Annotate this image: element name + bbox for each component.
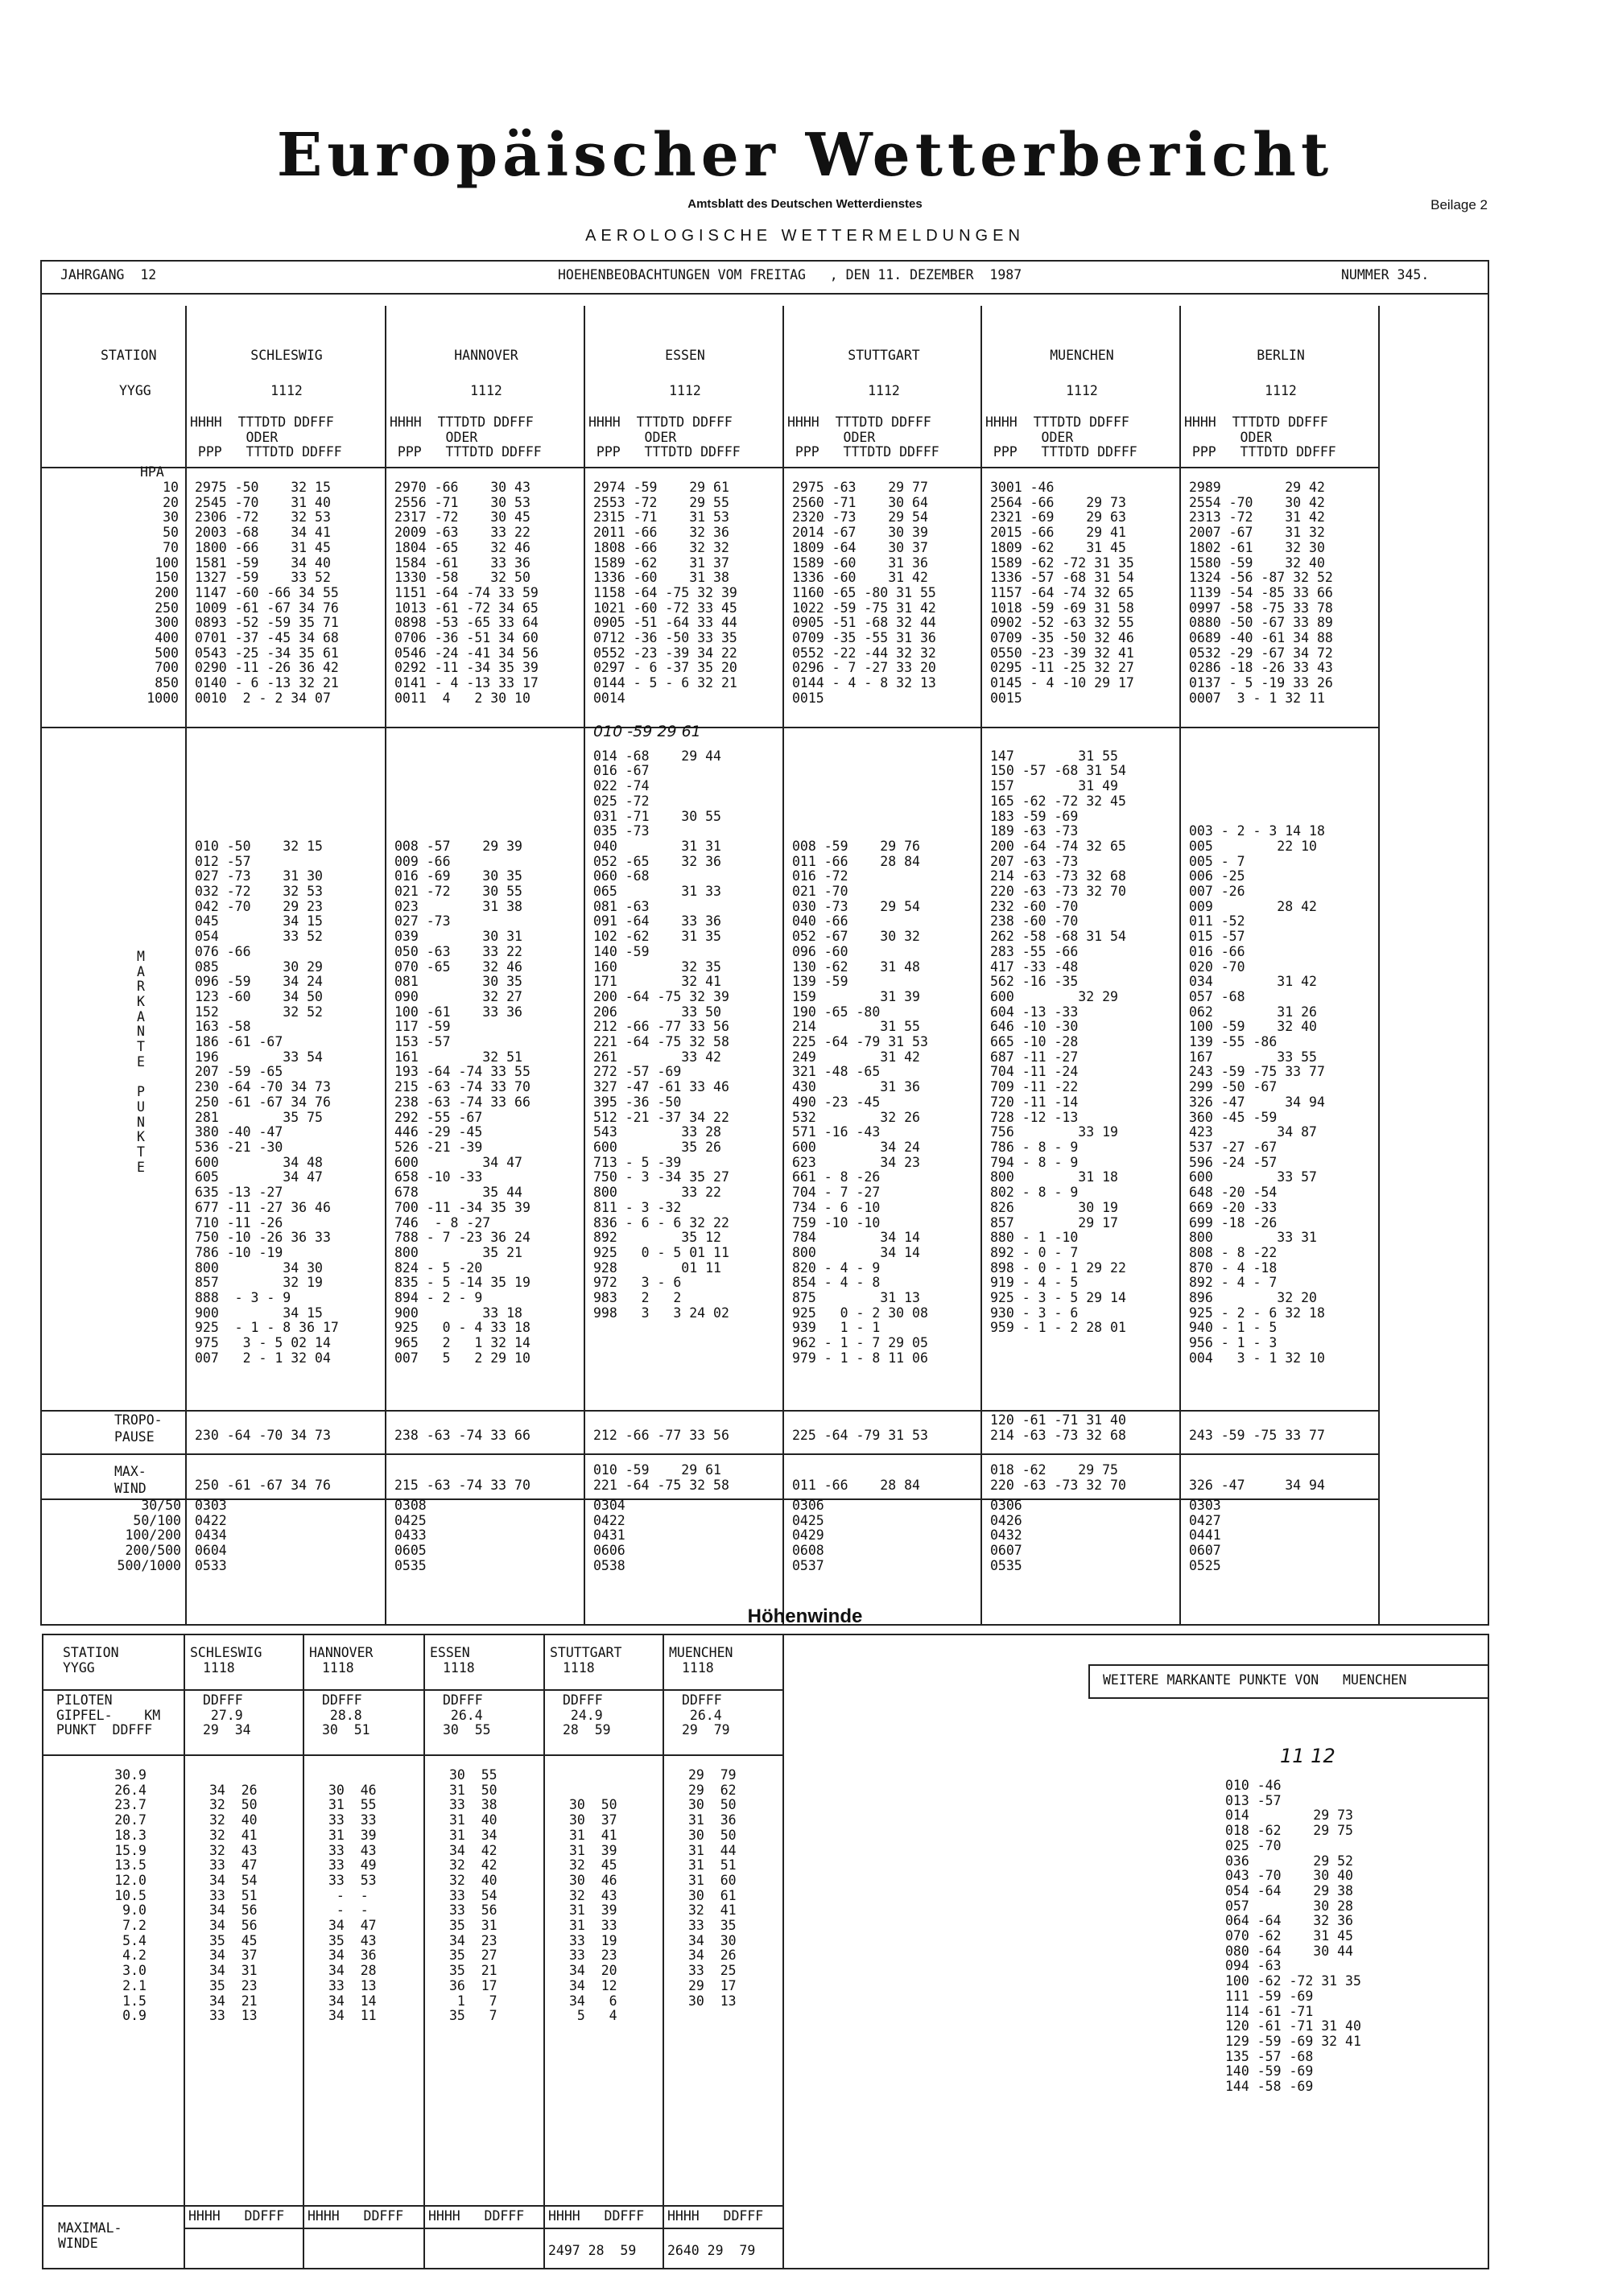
column-header: HHHH TTTDTD DDFFF ODER PPP TTTDTD DDFFF [190, 414, 342, 460]
hw-max-value: 2640 29 79 [667, 2243, 756, 2258]
pressure-level: 30 [163, 509, 179, 526]
hw-altitudes-km: 30.9 26.4 23.7 20.7 18.3 15.9 13.5 12.0 10.5 9.0 7.2 5.4 4.2 3.0 2.1 1.5 0.9 [114, 1767, 147, 2024]
beilage-label: Beilage 2 [1430, 197, 1488, 212]
label-max2: WIND [114, 1481, 147, 1496]
significant-point-values: 014 -68 29 44 016 -67 022 -74 025 -72 031 -71 30 55 035 -73 040 31 31 052 -65 32 36 060 -68 065 31 33 081 -63 091 -64 33 36 102 -62 31 35 140 -59 160 32 35 171 32 41 200 -64 -75 32 39 206 33 50 212 -66 -77 33 56 221 -64 -75 32 58 261 33 42 272 -57 -69 327 -47 -61 33 46 395 -36 -50 512 -21 -37 34 22 543 33 28 600 35 26 713 - 5 -39 750 - 3 -34 35 27 800 33 22 811 - 3 -32 836 - 6 - 6 32 22 892 35 12 925 0 - 5 01 11 928 01 11 972 3 - 6 983 2 2 998 3 3 24 02 [593, 748, 729, 1321]
markante-letter: N [137, 1024, 145, 1040]
standard-level-values: 2975 -50 32 15 2545 -70 31 40 2306 -72 32 53 2003 -68 34 41 1800 -66 31 45 1581 -59 34 40 1327 -59 33 52 1147 -60 -66 34 55 1009 -61 -67 34 76 0893 -52 -59 35 71 0701 -37 -45 34 68 0543 -25 -34 35 61 0290 -11 -26 36 42 0140 - 6 -13 32 21 0010 2 - 2 34 07 [195, 480, 339, 706]
hoehenwinde-title: Höhenwinde [747, 1606, 863, 1627]
station-yygg: 1112 [1265, 383, 1297, 398]
weitere-handwritten: 11 12 [1280, 1745, 1335, 1767]
pressure-level: 850 [155, 675, 179, 691]
hw-station-yygg: 1118 [682, 1660, 714, 1676]
hw-label-station: STATION [63, 1645, 119, 1660]
pressure-level: 100 [155, 554, 179, 571]
hw-max-header: HHHH DDFFF [548, 2208, 645, 2224]
station-name: SCHLESWIG [250, 348, 323, 363]
standard-level-values: 3001 -46 2564 -66 29 73 2321 -69 29 63 2015 -66 29 41 1809 -62 31 45 1589 -62 -72 31 35 1336 -57 -68 31 54 1157 -64 -74 32 65 1018 -59 -69 31 58 0902 -52 -63 32 55 0709 -35 -50 32 46 0550 -23 -39 32 41 0295 -11 -25 32 27 0145 - 4 -10 29 17 0015 [990, 480, 1134, 706]
pressure-level: 20 [163, 494, 179, 510]
hw-gipfel: DDFFF 27.9 29 34 [203, 1692, 251, 1738]
pressure-level: 300 [155, 615, 179, 631]
label-max1: MAX- [114, 1464, 147, 1479]
hw-max-value: 2497 28 59 [548, 2243, 637, 2258]
station-name: HANNOVER [454, 348, 518, 363]
layer-thickness-values: 0303 0427 0441 0607 0525 [1189, 1498, 1221, 1573]
nummer: NUMMER 345. [1341, 267, 1430, 282]
maxwind-values: 011 -66 28 84 [792, 1477, 920, 1493]
hw-wind-values: 34 26 32 50 32 40 32 41 32 43 33 47 34 54 33 51 34 56 34 56 35 45 34 37 34 31 35 23 34 21 33 13 [209, 1782, 258, 2024]
pressure-level: 1000 [147, 690, 179, 706]
label-yygg: YYGG [119, 383, 151, 398]
pressure-level: 400 [155, 630, 179, 646]
pressure-level: 10 [163, 480, 179, 495]
hw-wind-values: 30 50 30 37 31 41 31 39 32 45 30 46 32 43 31 39 31 33 33 19 33 23 34 20 34 12 34 6 5 4 [569, 1797, 617, 2024]
maxwind-values: 326 -47 34 94 [1189, 1477, 1325, 1493]
hw-wind-values: 30 55 31 50 33 38 31 40 31 34 34 42 32 42 32 40 33 54 33 56 35 31 34 23 35 27 35 21 36 17 1 7 35 7 [449, 1767, 497, 2024]
hw-gipfel: DDFFF 26.4 29 79 [682, 1692, 730, 1738]
hw-label-piloten: PILOTEN GIPFEL- KM PUNKT DDFFF [56, 1692, 161, 1738]
hw-max-header: HHHH DDFFF [428, 2208, 525, 2224]
markante-letter: R [137, 979, 145, 995]
significant-point-values: 008 -59 29 76 011 -66 28 84 016 -72 021 -70 030 -73 29 54 040 -66 052 -67 30 32 096 -60 130 -62 31 48 139 -59 159 31 39 190 -65 -80 214 31 55 225 -64 -79 31 53 249 31 42 321 -48 -65 430 31 36 490 -23 -45 532 32 26 571 -16 -43 600 34 24 623 34 23 661 - 8 -26 704 - 7 -27 734 - 6 -10 759 -10 -10 784 34 14 800 34 14 820 - 4 - 9 854 - 4 - 8 875 31 13 925 0 - 2 30 08 939 1 - 1 962 - 1 - 7 29 05 979 - 1 - 8 11 06 [792, 838, 928, 1366]
hw-gipfel: DDFFF 28.8 30 51 [322, 1692, 370, 1738]
significant-point-values: 147 31 55 150 -57 -68 31 54 157 31 49 165 -62 -72 32 45 183 -59 -69 189 -63 -73 200 -64 -74 32 65 207 -63 -73 214 -63 -73 32 68 220 -63 -73 32 70 232 -60 -70 238 -60 -70 262 -58 -68 31 54 283 -55 -66 417 -33 -48 562 -16 -35 600 32 29 604 -13 -33 646 -10 -30 665 -10 -28 687 -11 -27 704 -11 -24 709 -11 -22 720 -11 -14 728 -12 -13 756 33 19 786 - 8 - 9 794 - 8 - 9 800 31 18 802 - 8 - 9 826 30 19 857 29 17 880 - 1 -10 892 - 0 - 7 898 - 0 - 1 29 22 919 - 4 - 5 925 - 3 - 5 29 14 930 - 3 - 6 959 - 1 - 2 28 01 [990, 748, 1126, 1336]
hw-label-maximal: MAXIMAL- WINDE [58, 2220, 122, 2251]
maxwind-values: 250 -61 -67 34 76 [195, 1477, 331, 1493]
tropopause-values: 243 -59 -75 33 77 [1189, 1427, 1325, 1443]
hw-max-header: HHHH DDFFF [308, 2208, 404, 2224]
station-yygg: 1112 [669, 383, 701, 398]
column-header: HHHH TTTDTD DDFFF ODER PPP TTTDTD DDFFF [588, 414, 741, 460]
hw-max-header: HHHH DDFFF [188, 2208, 285, 2224]
pressure-levels [129, 480, 179, 707]
column-header: HHHH TTTDTD DDFFF ODER PPP TTTDTD DDFFF [390, 414, 542, 460]
layer-thickness-values: 0308 0425 0433 0605 0535 [394, 1498, 427, 1573]
layer-label: 50/100 [133, 1512, 181, 1528]
maxwind-values: 018 -62 29 75 220 -63 -73 32 70 [990, 1462, 1126, 1493]
markante-letter: K [137, 994, 145, 1010]
markante-letter: A [137, 963, 145, 979]
observation-date: HOEHENBEOBACHTUNGEN VOM FREITAG , DEN 11. DEZEMBER 1987 [558, 267, 1022, 282]
markante-letter [137, 1070, 145, 1086]
hw-gipfel: DDFFF 26.4 30 55 [443, 1692, 491, 1738]
station-name: MUENCHEN [1050, 348, 1114, 363]
pressure-level: 70 [163, 539, 179, 555]
station-yygg: 1112 [270, 383, 303, 398]
hw-station-name: MUENCHEN [669, 1645, 733, 1660]
hw-station-yygg: 1118 [322, 1660, 354, 1676]
standard-level-values: 2970 -66 30 43 2556 -71 30 53 2317 -72 30 45 2009 -63 33 22 1804 -65 32 46 1584 -61 33 36 1330 -58 32 50 1151 -64 -74 33 59 1013 -61 -72 34 65 0898 -53 -65 33 64 0706 -36 -51 34 60 0546 -24 -41 34 56 0292 -11 -34 35 39 0141 - 4 -13 33 17 0011 4 2 30 10 [394, 480, 539, 706]
weitere-values: 010 -46 013 -57 014 29 73 018 -62 29 75 025 -70 036 29 52 043 -70 30 40 054 -64 29 38 057 30 28 064 -64 32 36 070 -62 31 45 080 -64 30 44 094 -63 100 -62 -72 31 35 111 -59 -69 114 -61 -71 120 -61 -71 31 40 129 -59 -69 32 41 135 -57 -68 140 -59 -69 144 -58 -69 [1225, 1778, 1361, 2095]
layer-label: 30/50 [141, 1498, 181, 1513]
pressure-level: 500 [155, 645, 179, 661]
layer-thickness-values: 0304 0422 0431 0606 0538 [593, 1498, 625, 1573]
layer-thickness-values: 0306 0426 0432 0607 0535 [990, 1498, 1022, 1573]
layer-labels [117, 1498, 181, 1574]
layer-thickness-values: 0303 0422 0434 0604 0533 [195, 1498, 227, 1573]
station-name: STUTTGART [848, 348, 920, 363]
hw-label-yygg: YYGG [63, 1660, 95, 1676]
column-header: HHHH TTTDTD DDFFF ODER PPP TTTDTD DDFFF [985, 414, 1137, 460]
markante-letter: T [137, 1144, 145, 1160]
pressure-level: 250 [155, 600, 179, 616]
handwritten-point: 010 -59 29 61 [593, 723, 701, 740]
hw-station-name: STUTTGART [550, 1645, 622, 1660]
layer-label: 100/200 [125, 1527, 181, 1544]
station-name: ESSEN [665, 348, 705, 363]
label-hpa: HPA [140, 464, 164, 480]
markante-letter: E [137, 1159, 145, 1175]
tropopause-values: 120 -61 -71 31 40 214 -63 -73 32 68 [990, 1412, 1126, 1443]
pressure-level: 700 [155, 660, 179, 676]
pressure-level: 50 [163, 525, 179, 541]
label-tropo1: TROPO- [114, 1412, 163, 1428]
hw-station-yygg: 1118 [563, 1660, 595, 1676]
weitere-title: WEITERE MARKANTE PUNKTE VON MUENCHEN [1103, 1672, 1407, 1688]
markante-letter: T [137, 1039, 145, 1055]
label-station: STATION [101, 348, 157, 363]
hw-gipfel: DDFFF 24.9 28 59 [563, 1692, 611, 1738]
hw-max-header: HHHH DDFFF [667, 2208, 764, 2224]
label-tropo2: PAUSE [114, 1429, 155, 1445]
significant-point-values: 003 - 2 - 3 14 18 005 22 10 005 - 7 006 -25 007 -26 009 28 42 011 -52 015 -57 016 -66 020 -70 034 31 42 057 -68 062 31 26 100 -59 32 40 139 -55 -86 167 33 55 243 -59 -75 33 77 299 -50 -67 326 -47 34 94 360 -45 -59 423 34 87 537 -27 -67 596 -24 -57 600 33 57 648 -20 -54 669 -20 -33 699 -18 -26 800 33 31 808 - 8 -22 870 - 4 -18 892 - 4 - 7 896 32 20 925 - 2 - 6 32 18 940 - 1 - 5 956 - 1 - 3 004 3 - 1 32 10 [1189, 823, 1325, 1366]
hw-station-name: ESSEN [430, 1645, 470, 1660]
station-yygg: 1112 [1066, 383, 1098, 398]
markante-punkte-label [137, 950, 145, 1175]
maxwind-values: 215 -63 -74 33 70 [394, 1477, 530, 1493]
significant-point-values: 010 -50 32 15 012 -57 027 -73 31 30 032 -72 32 53 042 -70 29 23 045 34 15 054 33 52 076 -66 085 30 29 096 -59 34 24 123 -60 34 50 152 32 52 163 -58 186 -61 -67 196 33 54 207 -59 -65 230 -64 -70 34 73 250 -61 -67 34 76 281 35 75 380 -40 -47 536 -21 -30 600 34 48 605 34 47 635 -13 -27 677 -11 -27 36 46 710 -11 -26 750 -10 -26 36 33 786 -10 -19 800 34 30 857 32 19 888 - 3 - 9 900 34 15 925 - 1 - 8 36 17 975 3 - 5 02 14 007 2 - 1 32 04 [195, 838, 339, 1366]
hw-station-name: HANNOVER [309, 1645, 374, 1660]
markante-letter: E [137, 1053, 145, 1070]
markante-letter: P [137, 1084, 145, 1100]
standard-level-values: 2989 29 42 2554 -70 30 42 2313 -72 31 42 2007 -67 31 32 1802 -61 32 30 1580 -59 32 40 1324 -56 -87 32 52 1139 -54 -85 33 66 0997 -58 -75 33 78 0880 -50 -67 33 89 0689 -40 -61 34 88 0532 -29 -67 34 72 0286 -18 -26 33 43 0137 - 5 -19 33 26 0007 3 - 1 32 11 [1189, 480, 1333, 706]
standard-level-values: 2975 -63 29 77 2560 -71 30 64 2320 -73 29 54 2014 -67 30 39 1809 -64 30 37 1589 -60 31 36 1336 -60 31 42 1160 -65 -80 31 55 1022 -59 -75 31 42 0905 -51 -68 32 44 0709 -35 -55 31 36 0552 -22 -44 32 32 0296 - 7 -27 33 20 0144 - 4 - 8 32 13 0015 [792, 480, 936, 706]
markante-letter: N [137, 1114, 145, 1130]
hw-station-yygg: 1118 [443, 1660, 475, 1676]
markante-letter: M [137, 949, 145, 964]
station-yygg: 1112 [868, 383, 900, 398]
station-name: BERLIN [1257, 348, 1305, 363]
page-title: Europäischer Wetterbericht [276, 121, 1334, 190]
standard-level-values: 2974 -59 29 61 2553 -72 29 55 2315 -71 31 53 2011 -66 32 36 1808 -66 32 32 1589 -62 31 37 1336 -60 31 38 1158 -64 -75 32 39 1021 -60 -72 33 45 0905 -51 -64 33 44 0712 -36 -50 33 35 0552 -23 -39 34 22 0297 - 6 -37 35 20 0144 - 5 - 6 32 21 0014 [593, 480, 737, 706]
hw-wind-values: 30 46 31 55 33 33 31 39 33 43 33 49 33 53 - - - - 34 47 35 43 34 36 34 28 33 13 34 14 34 11 [328, 1782, 377, 2024]
column-header: HHHH TTTDTD DDFFF ODER PPP TTTDTD DDFFF [1184, 414, 1336, 460]
subtitle: Amtsblatt des Deutschen Wetterdienstes [687, 197, 923, 211]
layer-label: 200/500 [125, 1543, 181, 1559]
tropopause-values: 212 -66 -77 33 56 [593, 1427, 729, 1443]
layer-thickness-values: 0306 0425 0429 0608 0537 [792, 1498, 824, 1573]
pressure-level: 200 [155, 584, 179, 600]
markante-letter: U [137, 1099, 145, 1115]
jahrgang: JAHRGANG 12 [60, 267, 157, 282]
maxwind-values: 010 -59 29 61 221 -64 -75 32 58 [593, 1462, 729, 1493]
station-yygg: 1112 [470, 383, 502, 398]
hw-station-name: SCHLESWIG [190, 1645, 262, 1660]
significant-point-values: 008 -57 29 39 009 -66 016 -69 30 35 021 -72 30 55 023 31 38 027 -73 039 30 31 050 -63 33 22 070 -65 32 46 081 30 35 090 32 27 100 -61 33 36 117 -59 153 -57 161 32 51 193 -64 -74 33 55 215 -63 -74 33 70 238 -63 -74 33 66 292 -55 -67 446 -29 -45 526 -21 -39 600 34 47 658 -10 -33 678 35 44 700 -11 -34 35 39 746 - 8 -27 788 - 7 -23 36 24 800 35 21 824 - 5 -20 835 - 5 -14 35 19 894 - 2 - 9 900 33 18 925 0 - 4 33 18 965 2 1 32 14 007 5 2 29 10 [394, 838, 530, 1366]
hw-station-yygg: 1118 [203, 1660, 235, 1676]
section-title: AEROLOGISCHE WETTERMELDUNGEN [585, 227, 1025, 245]
hw-wind-values: 29 79 29 62 30 50 31 36 30 50 31 44 31 51 31 60 30 61 32 41 33 35 34 30 34 26 33 25 29 17 30 13 [688, 1767, 737, 2009]
tropopause-values: 225 -64 -79 31 53 [792, 1427, 928, 1443]
layer-label: 500/1000 [117, 1557, 181, 1573]
pressure-level: 150 [155, 570, 179, 586]
tropopause-values: 238 -63 -74 33 66 [394, 1427, 530, 1443]
column-header: HHHH TTTDTD DDFFF ODER PPP TTTDTD DDFFF [787, 414, 939, 460]
tropopause-values: 230 -64 -70 34 73 [195, 1427, 331, 1443]
markante-letter: K [137, 1129, 145, 1145]
markante-letter: A [137, 1008, 145, 1024]
